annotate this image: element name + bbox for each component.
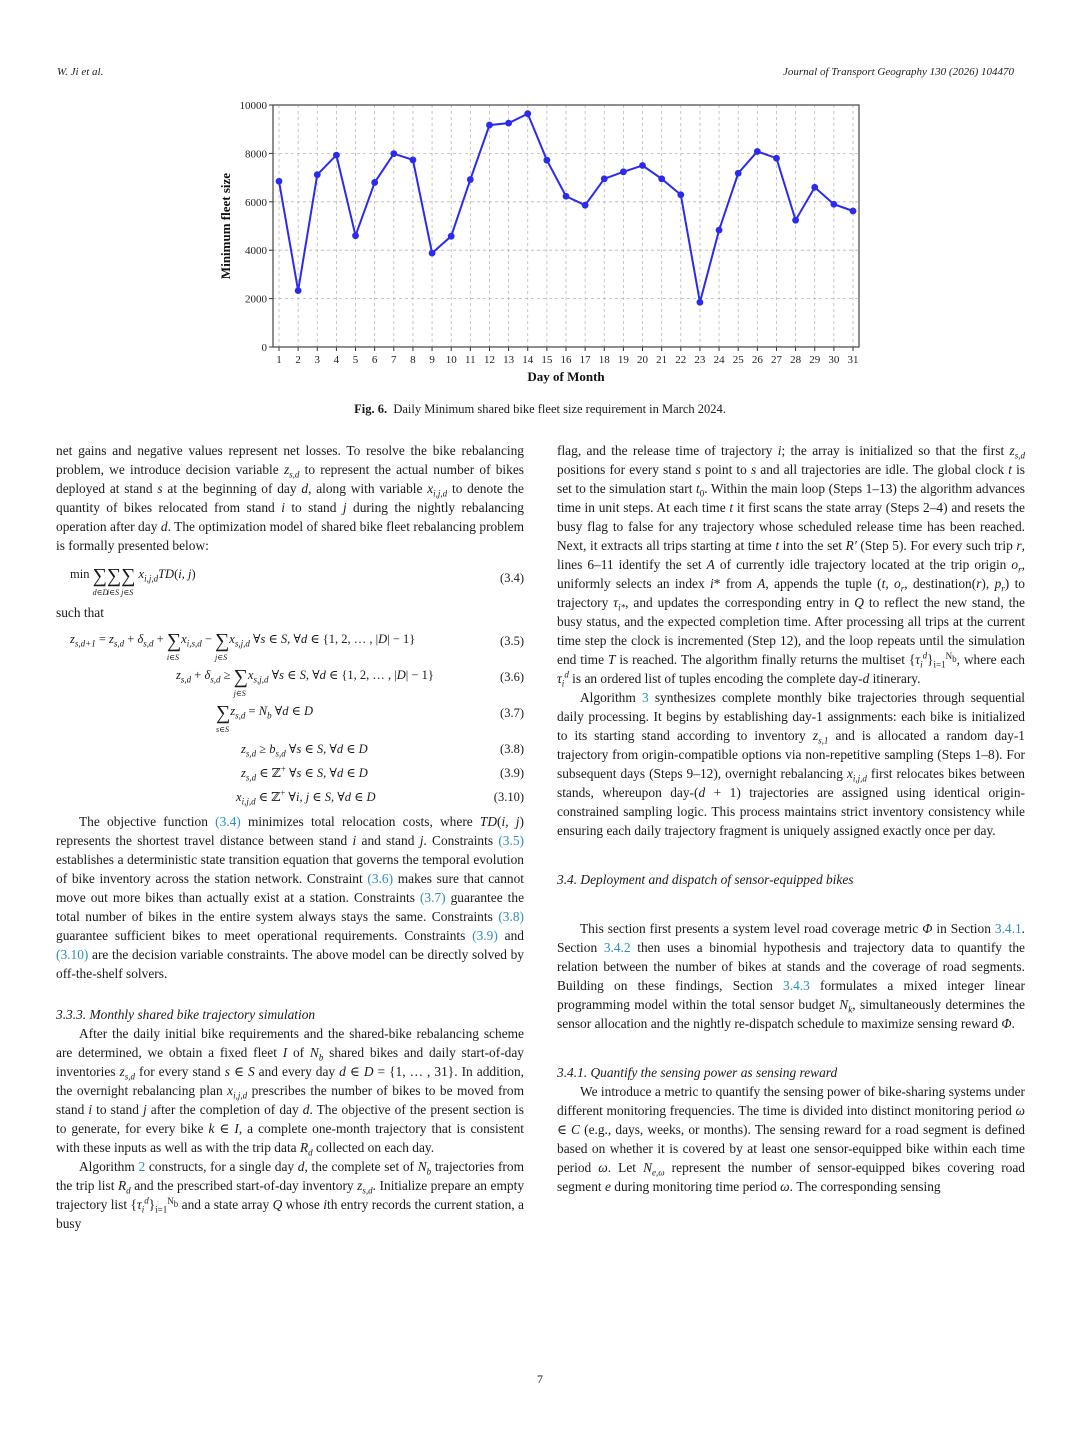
equation-link[interactable]: (3.7): [419, 890, 446, 905]
x-tick-label: 18: [598, 354, 610, 366]
x-tick-label: 3: [314, 354, 321, 366]
line-chart: [200, 95, 880, 395]
data-point: [371, 179, 378, 186]
x-tick-label: 5: [352, 354, 359, 366]
data-point: [429, 250, 436, 257]
data-point: [390, 150, 397, 157]
paragraph: This section first presents a system level road coverage metric Φ in Section 3.4.1. Section 3.4.2 then uses a binomial hypothesis and trajectory data to quantify the relation between the number of bikes at stands and the coverage of road segments. Building on these findings, Section 3.4.3 formulates a mixed integer linear programming model within the total sensor budget $N_k$, simultaneously determines the sensor allocation and the nightly re-dispatch schedule to maximize sensing reward Φ.: [557, 921, 1026, 1031]
data-point: [543, 157, 550, 164]
equation-3-10: $x_{i,j,d}$ ∈ ℤ+ ∀i, j ∈ S, ∀d ∈ D (3.10): [236, 787, 524, 807]
x-tick-label: 17: [579, 354, 591, 366]
data-point: [754, 148, 761, 155]
x-tick-label: 6: [371, 354, 378, 366]
data-point: [773, 155, 780, 162]
x-axis-label: Day of Month: [527, 369, 605, 384]
y-axis-label: Minimum fleet size: [218, 172, 233, 280]
data-point: [639, 162, 646, 169]
x-tick-label: 15: [541, 354, 553, 366]
data-point: [658, 175, 665, 182]
data-point: [486, 122, 493, 129]
data-point: [352, 232, 359, 239]
x-tick-label: 10: [445, 354, 457, 366]
section-heading-3-4-1: 3.4.1. Quantify the sensing power as sensing reward: [557, 1065, 838, 1080]
data-point: [697, 299, 704, 306]
y-tick-label: 0: [261, 342, 267, 354]
data-point: [582, 202, 589, 209]
x-tick-label: 28: [790, 354, 802, 366]
equation-number: (3.9): [500, 766, 524, 780]
equation-link[interactable]: (3.10): [56, 947, 89, 962]
data-point: [467, 176, 474, 183]
such-that-label: such that: [56, 605, 104, 620]
figure-6: [200, 95, 880, 395]
x-tick-label: 25: [732, 354, 744, 366]
paragraph: We introduce a metric to quantify the sensing power of bike-sharing systems under different monitoring frequencies. The time is divided into distinct monitoring period ω ∈ C (e.g., days, weeks, or months). The sensing reward for a road segment is defined based on whether it is covered by at least one sensor-equipped bike within each time period ω. Let $N_{e,\omega}$ represent the number of sensor-equipped bikes covering road segment e during monitoring time period ω. The corresponding sensing: [557, 1084, 1026, 1194]
x-tick-label: 26: [751, 354, 763, 366]
x-tick-label: 20: [637, 354, 649, 366]
equation-number: (3.5): [500, 634, 524, 648]
equation-3-7: ∑ s∈S $z_{s,d} = N_b$ ∀d ∈ D (3.7): [216, 702, 524, 734]
equation-link[interactable]: (3.9): [472, 928, 498, 943]
equation-number: (3.6): [500, 670, 524, 684]
y-tick-label: 2000: [245, 293, 267, 306]
x-tick-label: 30: [828, 354, 840, 366]
equation-3-8: $z_{s,d} \ge b_{s,d}$ ∀s ∈ S, ∀d ∈ D (3.8): [241, 742, 524, 759]
section-heading-3-4: 3.4. Deployment and dispatch of sensor-equipped bikes: [557, 872, 854, 887]
x-tick-label: 11: [465, 354, 476, 366]
x-tick-label: 7: [391, 354, 397, 366]
data-point: [524, 110, 531, 117]
x-tick-label: 31: [847, 354, 859, 366]
figure-label: Fig. 6.: [354, 402, 388, 416]
data-point: [563, 193, 570, 200]
x-tick-label: 22: [675, 354, 687, 366]
x-tick-label: 19: [617, 354, 629, 366]
x-tick-label: 12: [483, 354, 495, 366]
equation-number: (3.10): [493, 790, 524, 804]
x-tick-label: 4: [333, 354, 340, 366]
equation-link[interactable]: (3.4): [215, 814, 241, 829]
equation-number: (3.4): [500, 571, 524, 585]
x-tick-label: 23: [694, 354, 706, 366]
data-point: [811, 184, 818, 191]
data-point: [850, 208, 857, 215]
data-point: [830, 201, 837, 208]
x-tick-label: 16: [560, 354, 572, 366]
data-point: [314, 171, 321, 178]
section-link[interactable]: 3.4.1: [994, 921, 1022, 936]
data-point: [792, 217, 799, 224]
algorithm-link[interactable]: 2: [138, 1159, 146, 1174]
equation-link[interactable]: (3.6): [367, 871, 394, 886]
paragraph: flag, and the release time of trajectory i; the array is initialized so that the first $z_{s,d}$ positions for every stand s point to s and all trajectories are idle. The global clock t is set to the simulation start $t_0$. Within the main loop (Steps 1–13) the algorithm advances time in unit steps. At each time t it first scans the state array (Steps 2–4) and resets the busy flag to false for any trajectory whose scheduled release time has been reached. Next, it extracts all trips starting at time t into the set R′ (Step 5). For every such trip r, lines 6–11 identify the set A of currently idle trajectory located at the trip origin $o_r$, uniformly selects an index i* from A, appends the tuple (t, $o_r$, destination(r), $p_r$) to trajectory $\tau_{i*}$, and updates the corresponding entry in Q to reflect the new stand, the busy status, and the expected completion time. After processing all trips at the current time step the clock is incremented (Step 12), and the loop repeats until the simulation end time T is reached. The algorithm finally returns the multiset $\{\tau_i^d\}_{i=1}^{N_b}$, where each $\tau_i^d$ is an ordered list of tuples encoding the complete day-d itinerary.: [557, 443, 1026, 689]
equation-number: (3.7): [500, 706, 524, 720]
data-point: [295, 287, 302, 294]
data-point: [716, 227, 723, 234]
paragraph: Algorithm 2 constructs, for a single day d, the complete set of $N_b$ trajectories from the trip list $R_d$ and the prescribed start-of-day inventory $z_{s,d}$. Initialize prepare an empty trajectory list $\{\tau_i^d\}_{i=1}^{N_b}$ and a state array Q whose ith entry records the current station, a busy: [56, 1159, 525, 1231]
x-tick-label: 13: [503, 354, 515, 366]
x-tick-label: 27: [770, 354, 782, 366]
running-head-authors: W. Ji et al.: [57, 66, 104, 78]
equation-3-9: $z_{s,d}$ ∈ ℤ+ ∀s ∈ S, ∀d ∈ D (3.9): [241, 763, 524, 783]
x-tick-label: 29: [809, 354, 821, 366]
paragraph: net gains and negative values represent net losses. To resolve the bike rebalancing problem, we introduce decision variable $z_{s,d}$ to represent the actual number of bikes deployed at stand s at the beginning of day d, along with variable $x_{i,j,d}$ to denote the quantity of bikes relocated from stand i to stand j during the nightly rebalancing operation after day d. The optimization model of shared bike fleet rebalancing problem is formally presented below:: [56, 443, 525, 553]
data-point: [410, 157, 417, 164]
data-point: [448, 233, 455, 240]
data-point: [505, 120, 512, 127]
equation-3-5: $z_{s,d+1} = z_{s,d} + \delta_{s,d}$ + ∑ i∈S $x_{i,s,d}$ − ∑ j∈S $x_{s,j,d}$ ∀s ∈ S, ∀d ∈ {1, 2, … , |D| − 1} (3.5): [70, 630, 524, 662]
equation-3-4: min ∑ d∈D ∑ i∈S ∑ j∈S $x_{i,j,d}TD(i$, j) (3.4): [70, 565, 524, 597]
y-tick-label: 6000: [245, 196, 267, 209]
y-tick-label: 4000: [245, 245, 267, 258]
left-column: [56, 441, 524, 1233]
x-tick-label: 2: [295, 354, 301, 366]
x-tick-label: 1: [276, 354, 282, 366]
equation-number: (3.8): [500, 742, 524, 756]
right-column: [557, 441, 1025, 1196]
paragraph: After the daily initial bike requirements and the shared-bike rebalancing scheme are determined, we obtain a fixed fleet I of $N_b$ shared bikes and daily start-of-day inventories $z_{s,d}$ for every stand s ∈ S and every day d ∈ D = {1, … , 31}. In addition, the overnight rebalancing plan $x_{i,j,d}$ prescribes the number of bikes to be moved from stand i to stand j after the completion of day d. The objective of the present section is to generate, for every bike k ∈ I, a complete one-month trajectory that is consistent with these inputs as well as with the trip data $R_d$ collected on each day.: [56, 1026, 525, 1158]
data-point: [276, 178, 283, 185]
x-tick-label: 21: [656, 354, 668, 366]
y-tick-label: 8000: [245, 148, 267, 161]
figure-caption-text: Daily Minimum shared bike fleet size requirement in March 2024.: [393, 402, 726, 416]
data-point: [620, 168, 627, 175]
x-tick-label: 8: [410, 354, 416, 366]
data-point: [333, 152, 340, 159]
y-tick-label: 10000: [239, 100, 267, 112]
data-point: [601, 175, 608, 182]
equation-link[interactable]: (3.8): [498, 909, 524, 924]
figure-caption: [0, 402, 1080, 417]
paragraph: The objective function (3.4) minimizes total relocation costs, where TD(i, j) represents the shortest travel distance between stand i and stand j. Constraints (3.5) establishes a deterministic state transition equation that governs the temporal evolution of bike inventory across the station network. Constraint (3.6) makes sure that cannot move out more bikes than actually exist at a station. Constraints (3.7) guarantee the total number of bikes in the entire system always stays the same. Constraints (3.8) guarantee sufficient bikes to meet operational requirements. Constraints (3.9) and (3.10) are the decision variable constraints. The above model can be directly solved by off-the-shelf solvers.: [56, 814, 525, 981]
paragraph: Algorithm 3 synthesizes complete monthly bike trajectories through sequential daily processing. It begins by establishing day-1 assignments: each bike is initialized to its starting stand according to inventory $z_{s,1}$ and is allocated a random day-1 trajectory from origin-compatible options via non-repetitive sampling (Steps 1–8). For subsequent days (Steps 9–12), overnight rebalancing $x_{i,j,d}$ first relocates bikes between stands, whereupon day-(d + 1) trajectories are assigned using identical origin-constrained sampling logic. This process maintains strict inventory consistency while ensuring each daily trajectory fragment is uniquely assigned exactly once per day.: [557, 690, 1026, 838]
x-tick-label: 9: [429, 354, 435, 366]
x-tick-label: 24: [713, 354, 725, 366]
data-point: [735, 170, 742, 177]
data-point: [677, 191, 684, 198]
equation-link[interactable]: (3.5): [498, 833, 525, 848]
equation-3-6: $z_{s,d} + \delta_{s,d}$ ≥ ∑ j∈S $x_{s,j,d}$ ∀s ∈ S, ∀d ∈ {1, 2, … , |D| − 1} (3.6): [176, 666, 524, 698]
section-link[interactable]: 3.4.2: [603, 940, 631, 955]
section-heading-3-3-3: 3.3.3. Monthly shared bike trajectory simulation: [56, 1007, 316, 1022]
page-number: 7: [537, 1372, 543, 1386]
running-head-journal: Journal of Transport Geography 130 (2026) 104470: [783, 66, 1014, 78]
algorithm-link[interactable]: 3: [641, 690, 649, 705]
section-link[interactable]: 3.4.3: [783, 978, 810, 993]
x-tick-label: 14: [522, 354, 534, 366]
